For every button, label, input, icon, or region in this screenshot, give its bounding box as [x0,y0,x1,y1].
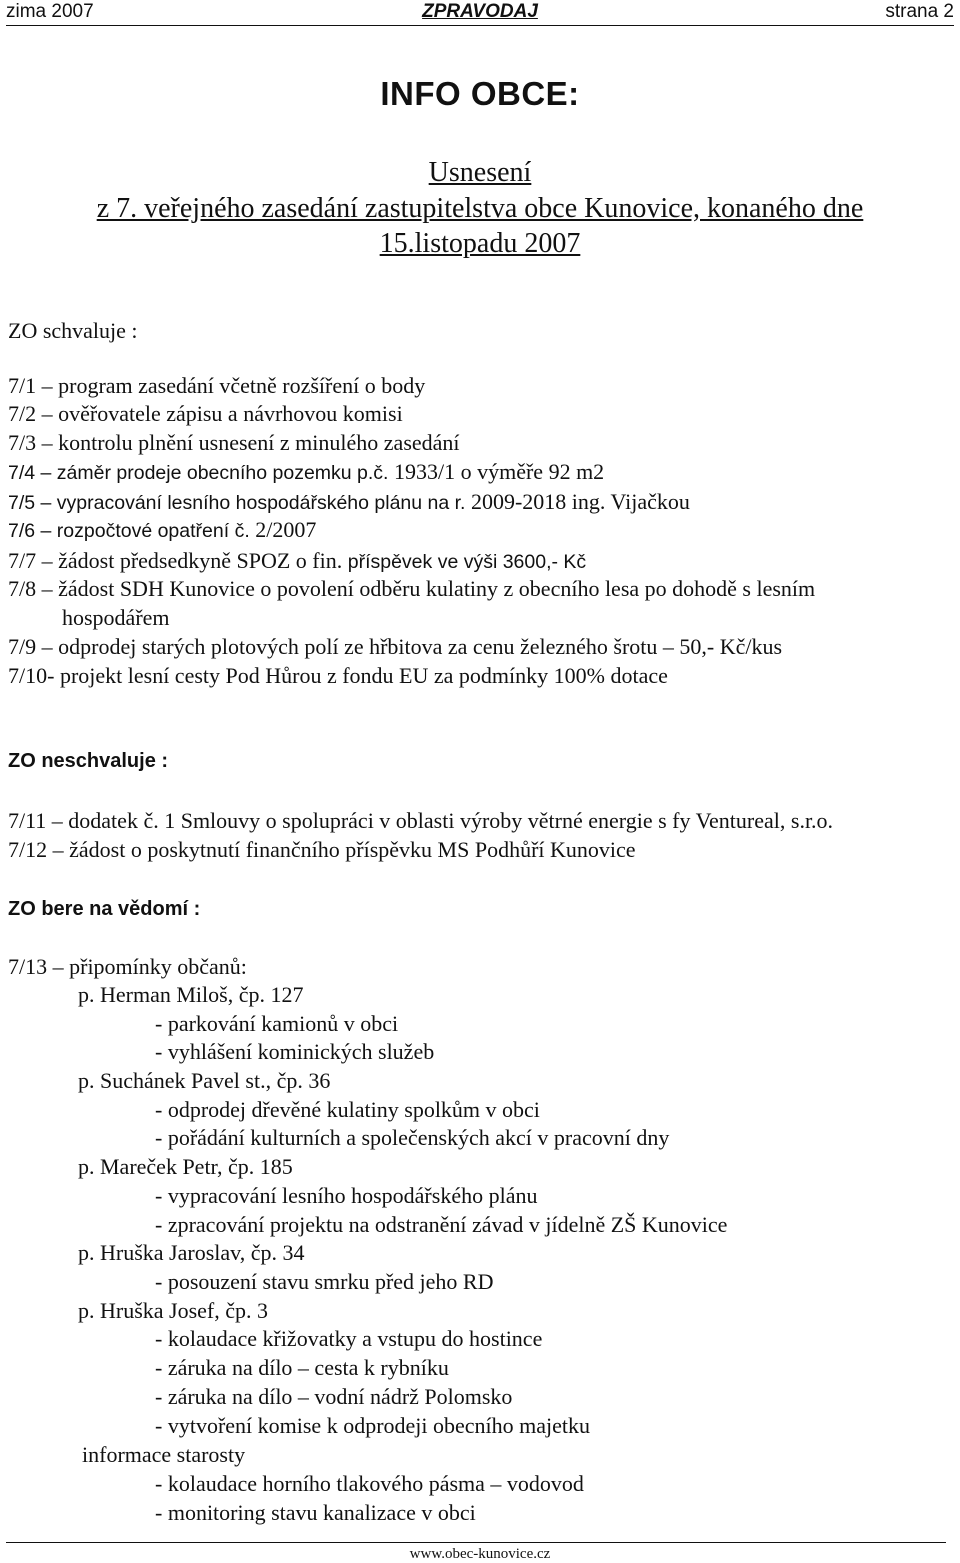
approves-item-7-8: 7/8 – žádost SDH Kunovice o povolení odběru kulatiny z obecního lesa po dohodě s lesním [8,576,816,601]
notes-line: p. Herman Miloš, čp. 127 [78,982,304,1007]
approves-item-7-10: 7/10- projekt lesní cesty Pod Hůrou z fondu EU za podmínky 100% dotace [8,663,668,688]
notes-heading: ZO bere na vědomí : [8,898,201,920]
notes-line: - kolaudace křižovatky a vstupu do hostince [155,1326,543,1351]
notes-line: - kolaudace horního tlakového pásma – vodovod [155,1471,584,1496]
notes-line: informace starosty [82,1442,246,1467]
notes-line: p. Hruška Josef, čp. 3 [78,1298,269,1323]
page-title: INFO OBCE: [380,75,580,112]
approves-item-7-7-text: 7/7 – žádost předsedkyně SPOZ o fin. [8,548,343,573]
header-season: zima 2007 [6,1,94,22]
notes-line: - posouzení stavu smrku před jeho RD [155,1269,494,1294]
notes-line: - zpracování projektu na odstranění závad v jídelně ZŠ Kunovice [155,1212,728,1237]
approves-item-7-8-continuation: hospodářem [62,605,170,630]
notes-line: - vypracování lesního hospodářského plánu [155,1183,538,1208]
footer-website: www.obec-kunovice.cz [409,1546,551,1562]
notes-line: - záruka na dílo – vodní nádrž Polomsko [155,1384,513,1409]
notes-line: - pořádání kulturních a společenských akcí v pracovní dny [155,1125,670,1150]
approves-item-7-5-period: 2009-2018 ing. Vijačkou [470,489,690,514]
resolution-line-2: 15.listopadu 2007 [379,228,581,259]
approves-item-7-3: 7/3 – kontrolu plnění usnesení z minulého zasedání [8,430,460,455]
approves-item-7-5-text: 7/5 – vypracování lesního hospodářského plánu na r. [8,492,466,514]
approves-item-7-4-area: 1933/1 o výměře 92 m2 [393,459,605,484]
notes-line: p. Hruška Jaroslav, čp. 34 [78,1240,305,1265]
rejects-item-7-12: 7/12 – žádost o poskytnutí finančního příspěvku MS Podhůří Kunovice [8,837,636,862]
notes-line: - monitoring stavu kanalizace v obci [155,1500,476,1525]
header-page-number: strana 2 [885,1,954,22]
notes-line: - vyhlášení kominických služeb [155,1039,435,1064]
notes-line: - parkování kamionů v obci [155,1011,399,1036]
approves-item-7-6 [8,516,316,545]
header-publication: ZPRAVODAJ [422,1,538,22]
approves-item-7-6-number: 2/2007 [255,517,317,542]
approves-item-7-6-text: 7/6 – rozpočtové opatření č. [8,520,250,542]
notes-line: p. Suchánek Pavel st., čp. 36 [78,1068,331,1093]
footer-divider [6,1542,946,1543]
approves-item-7-4 [8,458,604,487]
notes-line: - odprodej dřevěné kulatiny spolkům v obci [155,1097,540,1122]
approves-item-7-1: 7/1 – program zasedání včetně rozšíření o body [8,373,426,398]
notes-line: - záruka na dílo – cesta k rybníku [155,1355,449,1380]
approves-item-7-7 [8,547,586,576]
notes-line: p. Mareček Petr, čp. 185 [78,1154,293,1179]
resolution-heading: Usnesení [428,157,532,188]
header-divider [6,25,954,26]
rejects-heading: ZO neschvaluje : [8,750,169,772]
approves-item-7-7-amount: příspěvek ve výši 3600,- Kč [347,551,587,573]
notes-line: - vytvoření komise k odprodeji obecního majetku [155,1413,591,1438]
approves-item-7-9: 7/9 – odprodej starých plotových polí ze hřbitova za cenu železného šrotu – 50,- Kč/kus [8,634,783,659]
approves-item-7-2: 7/2 – ověřovatele zápisu a návrhovou komisi [8,401,403,426]
resolution-line-1: z 7. veřejného zasedání zastupitelstva obce Kunovice, konaného dne [96,193,864,224]
approves-heading: ZO schvaluje : [8,318,138,343]
approves-item-7-5 [8,488,690,517]
rejects-item-7-11: 7/11 – dodatek č. 1 Smlouvy o spolupráci v oblasti výroby větrné energie s fy Ventureal, s.r.o. [8,808,834,833]
notes-intro: 7/13 – připomínky občanů: [8,954,247,979]
approves-item-7-4-text: 7/4 – záměr prodeje obecního pozemku p.č. [8,462,389,484]
